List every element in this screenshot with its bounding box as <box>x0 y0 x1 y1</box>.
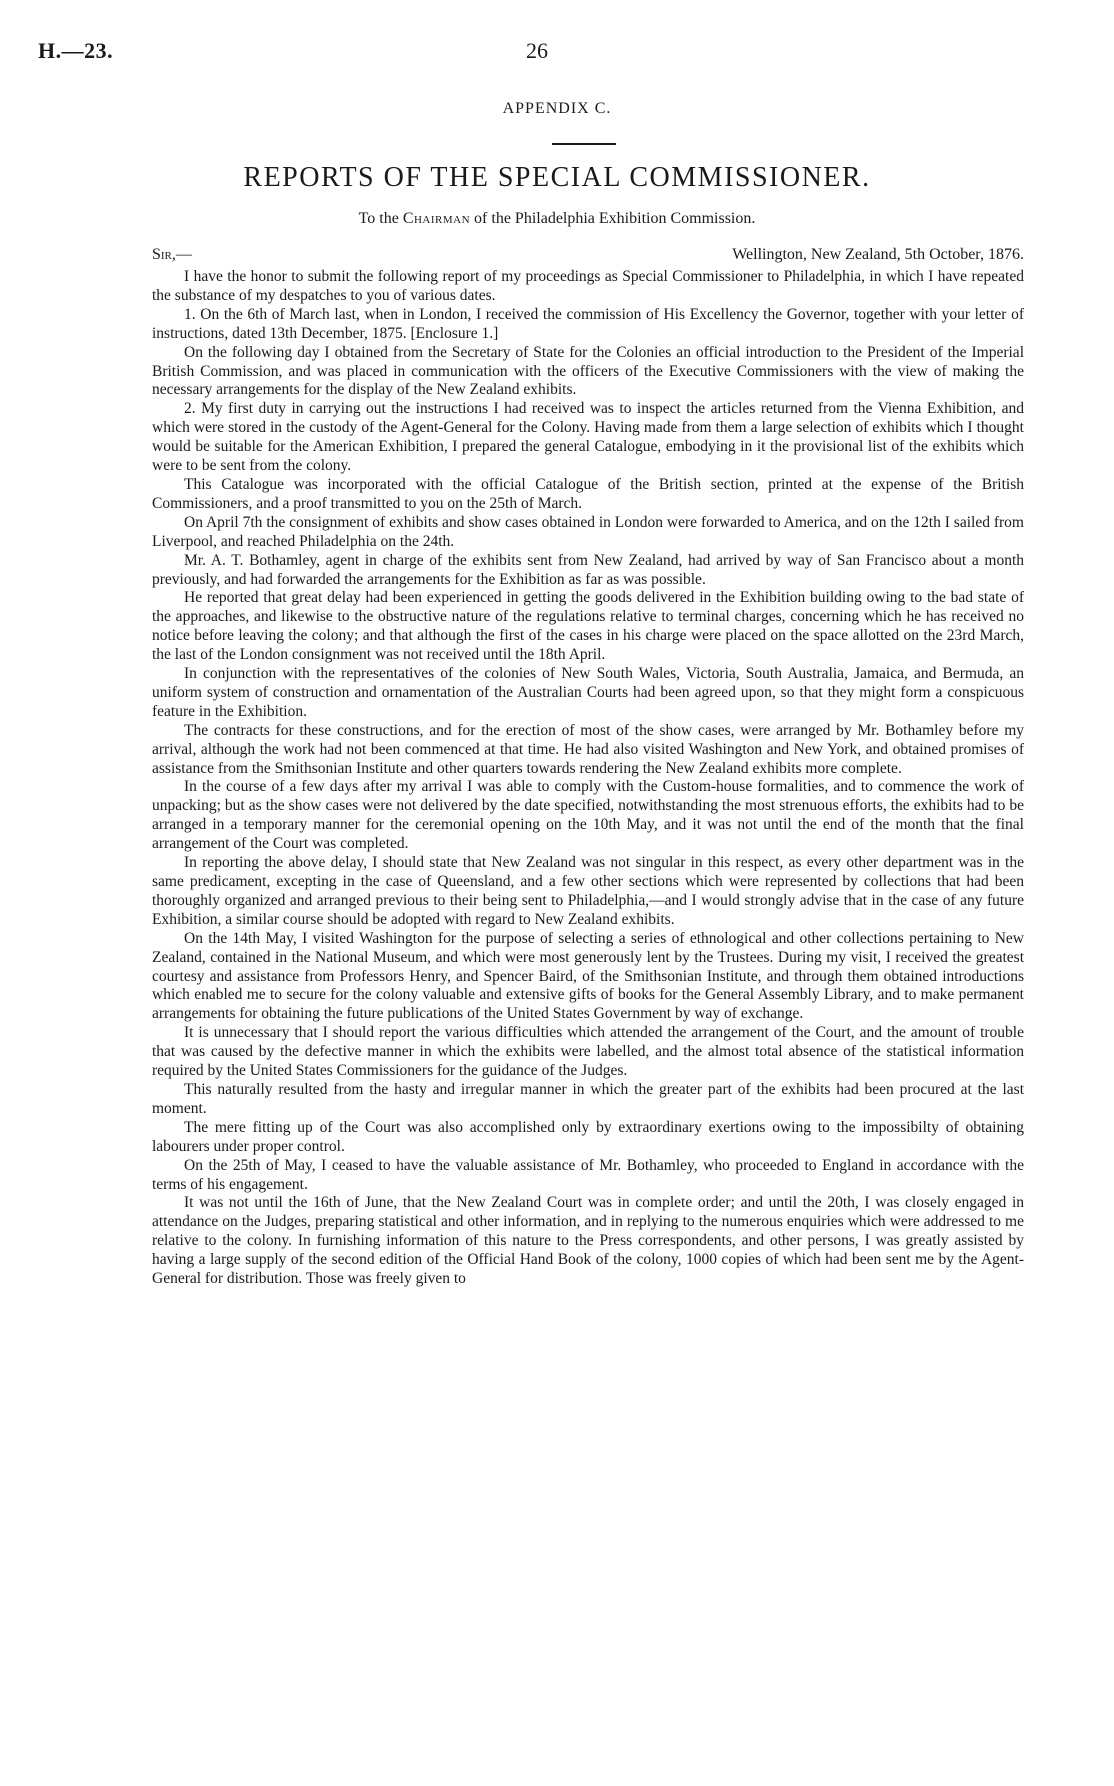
paragraph: On the 14th May, I visited Washington for the purpose of selecting a series of ethnological and other collections pertaining to New Zealand, contained in the National Museum, and which were most generously lent by the Trustees. During my visit, I received the greatest courtesy and assistance from Professors Henry, and Spencer Baird, of the Smithsonian Institute, and through them obtained introductions which enabled me to secure for the colony valuable and extensive gifts of books for the General Assembly Library, and to make permanent arrangements for obtaining the future publications of the United States Government by way of exchange. <box>152 929 1024 1023</box>
paragraph: This Catalogue was incorporated with the official Catalogue of the British section, printed at the expense of the British Commissioners, and a proof transmitted to you on the 25th of March. <box>152 475 1024 512</box>
report-body <box>152 268 1024 1289</box>
paragraph: Mr. A. T. Bothamley, agent in charge of the exhibits sent from New Zealand, had arrived by way of San Francisco about a month previously, and had forwarded the arrangements for the Exhibition as far as was possible. <box>152 551 1024 588</box>
paragraph: On the 25th of May, I ceased to have the valuable assistance of Mr. Bothamley, who proceeded to England in accordance with the terms of his engagement. <box>152 1156 1024 1193</box>
page-number: 26 <box>526 38 548 63</box>
paragraph: 1. On the 6th of March last, when in London, I received the commission of His Excellency the Governor, together with your letter of instructions, dated 13th December, 1875. [Enclosure 1.] <box>152 305 1024 342</box>
paragraph: He reported that great delay had been experienced in getting the goods delivered in the Exhibition building owing to the bad state of the approaches, and likewise to the obstructive nature of the regulations relative to terminal charges, concerning which he has received no notice before leaving the colony; and that although the first of the cases in his charge were placed on the space allotted on the 23rd March, the last of the London consignment was not received until the 18th April. <box>152 589 1024 664</box>
paragraph: In the course of a few days after my arrival I was able to comply with the Custom-house formalities, and to commence the work of unpacking; but as the show cases were not delivered by the date specified, notwithstanding the most strenuous efforts, the exhibits had to be arranged in a temporary manner for the ceremonial opening on the 10th May, and it was not until the end of the month that the final arrangement of the Court was completed. <box>152 778 1024 853</box>
dateline: Wellington, New Zealand, 5th October, 1876. <box>732 246 1024 263</box>
paragraph: The contracts for these constructions, and for the erection of most of the show cases, were arranged by Mr. Bothamley before my arrival, although the work had not been commenced at that time. He had also visited Washington and New York, and obtained promises of assistance from the Smithsonian Institute and other quarters towards rendering the New Zealand exhibits more complete. <box>152 721 1024 777</box>
paragraph: It was not until the 16th of June, that the New Zealand Court was in complete order; and until the 20th, I was closely engaged in attendance on the Judges, preparing statistical and other information, and in replying to the numerous enquiries which were addressed to me relative to the colony. In furnishing information of this nature to the Press correspondents, and other persons, I was greatly assisted by having a large supply of the second edition of the Official Hand Book of the colony, 1000 copies of which had been sent me by the Agent-General for distribution. Those was freely given to <box>152 1194 1024 1288</box>
paragraph: In reporting the above delay, I should state that New Zealand was not singular in this respect, as every other department was in the same predicament, excepting in the case of Queensland, and a few other sections which were represented by collections that had been thoroughly organized and arranged previous to their being sent to Philadelphia,—and I would strongly advise that in the case of any future Exhibition, a similar course should be adopted with regard to New Zealand exhibits. <box>152 854 1024 928</box>
title-rule <box>552 143 616 145</box>
paragraph: On the following day I obtained from the Secretary of State for the Colonies an official introduction to the President of the Imperial British Commission, and was placed in communication with the officers of the Executive Commissioners with the view of making the necessary arrangements for the display of the New Zealand exhibits. <box>152 343 1024 399</box>
paragraph: This naturally resulted from the hasty and irregular manner in which the greater part of the exhibits had been procured at the last moment. <box>152 1080 1024 1117</box>
page-header <box>30 38 1044 68</box>
appendix-label: APPENDIX C. <box>502 100 612 117</box>
paragraph: It is unnecessary that I should report the various difficulties which attended the arrangement of the Court, and the amount of trouble that was caused by the defective manner in which the exhibits were labelled, and the almost total absence of the statistical information required by the United States Commissioners for the guidance of the Judges. <box>152 1024 1024 1080</box>
paragraph: On April 7th the consignment of exhibits and show cases obtained in London were forwarded to America, and on the 12th I sailed from Liverpool, and reached Philadelphia on the 24th. <box>152 513 1024 550</box>
paragraph: The mere fitting up of the Court was also accomplished only by extraordinary exertions owing to the impossibilty of obtaining labourers under proper control. <box>152 1118 1024 1155</box>
addressee-line <box>0 210 1114 228</box>
report-title: REPORTS OF THE SPECIAL COMMISSIONER. <box>243 162 871 193</box>
addressee-suffix: of the Philadelphia Exhibition Commission. <box>474 210 756 227</box>
salutation-line <box>152 246 1024 268</box>
paragraph: I have the honor to submit the following report of my proceedings as Special Commissioner to Philadelphia, in which I have repeated the substance of my despatches to you of various dates. <box>152 268 1024 304</box>
document-code: H.—23. <box>38 38 114 63</box>
paragraph: 2. My first duty in carrying out the instructions I had received was to inspect the articles returned from the Vienna Exhibition, and which were stored in the custody of the Agent-General for the Colony. Having made from them a large selection of exhibits which I thought would be suitable for the American Exhibition, I prepared the general Catalogue, embodying in it the provisional list of the exhibits which were to be sent from the colony. <box>152 400 1024 475</box>
salutation: Sir,— <box>152 246 192 263</box>
paragraph: In conjunction with the representatives of the colonies of New South Wales, Victoria, South Australia, Jamaica, and Bermuda, an uniform system of construction and ornamentation of the Australian Courts had been agreed upon, so that they might form a conspicuous feature in the Exhibition. <box>152 665 1024 720</box>
addressee-chairman: Chairman <box>402 210 471 227</box>
addressee-prefix: To the <box>358 210 399 227</box>
